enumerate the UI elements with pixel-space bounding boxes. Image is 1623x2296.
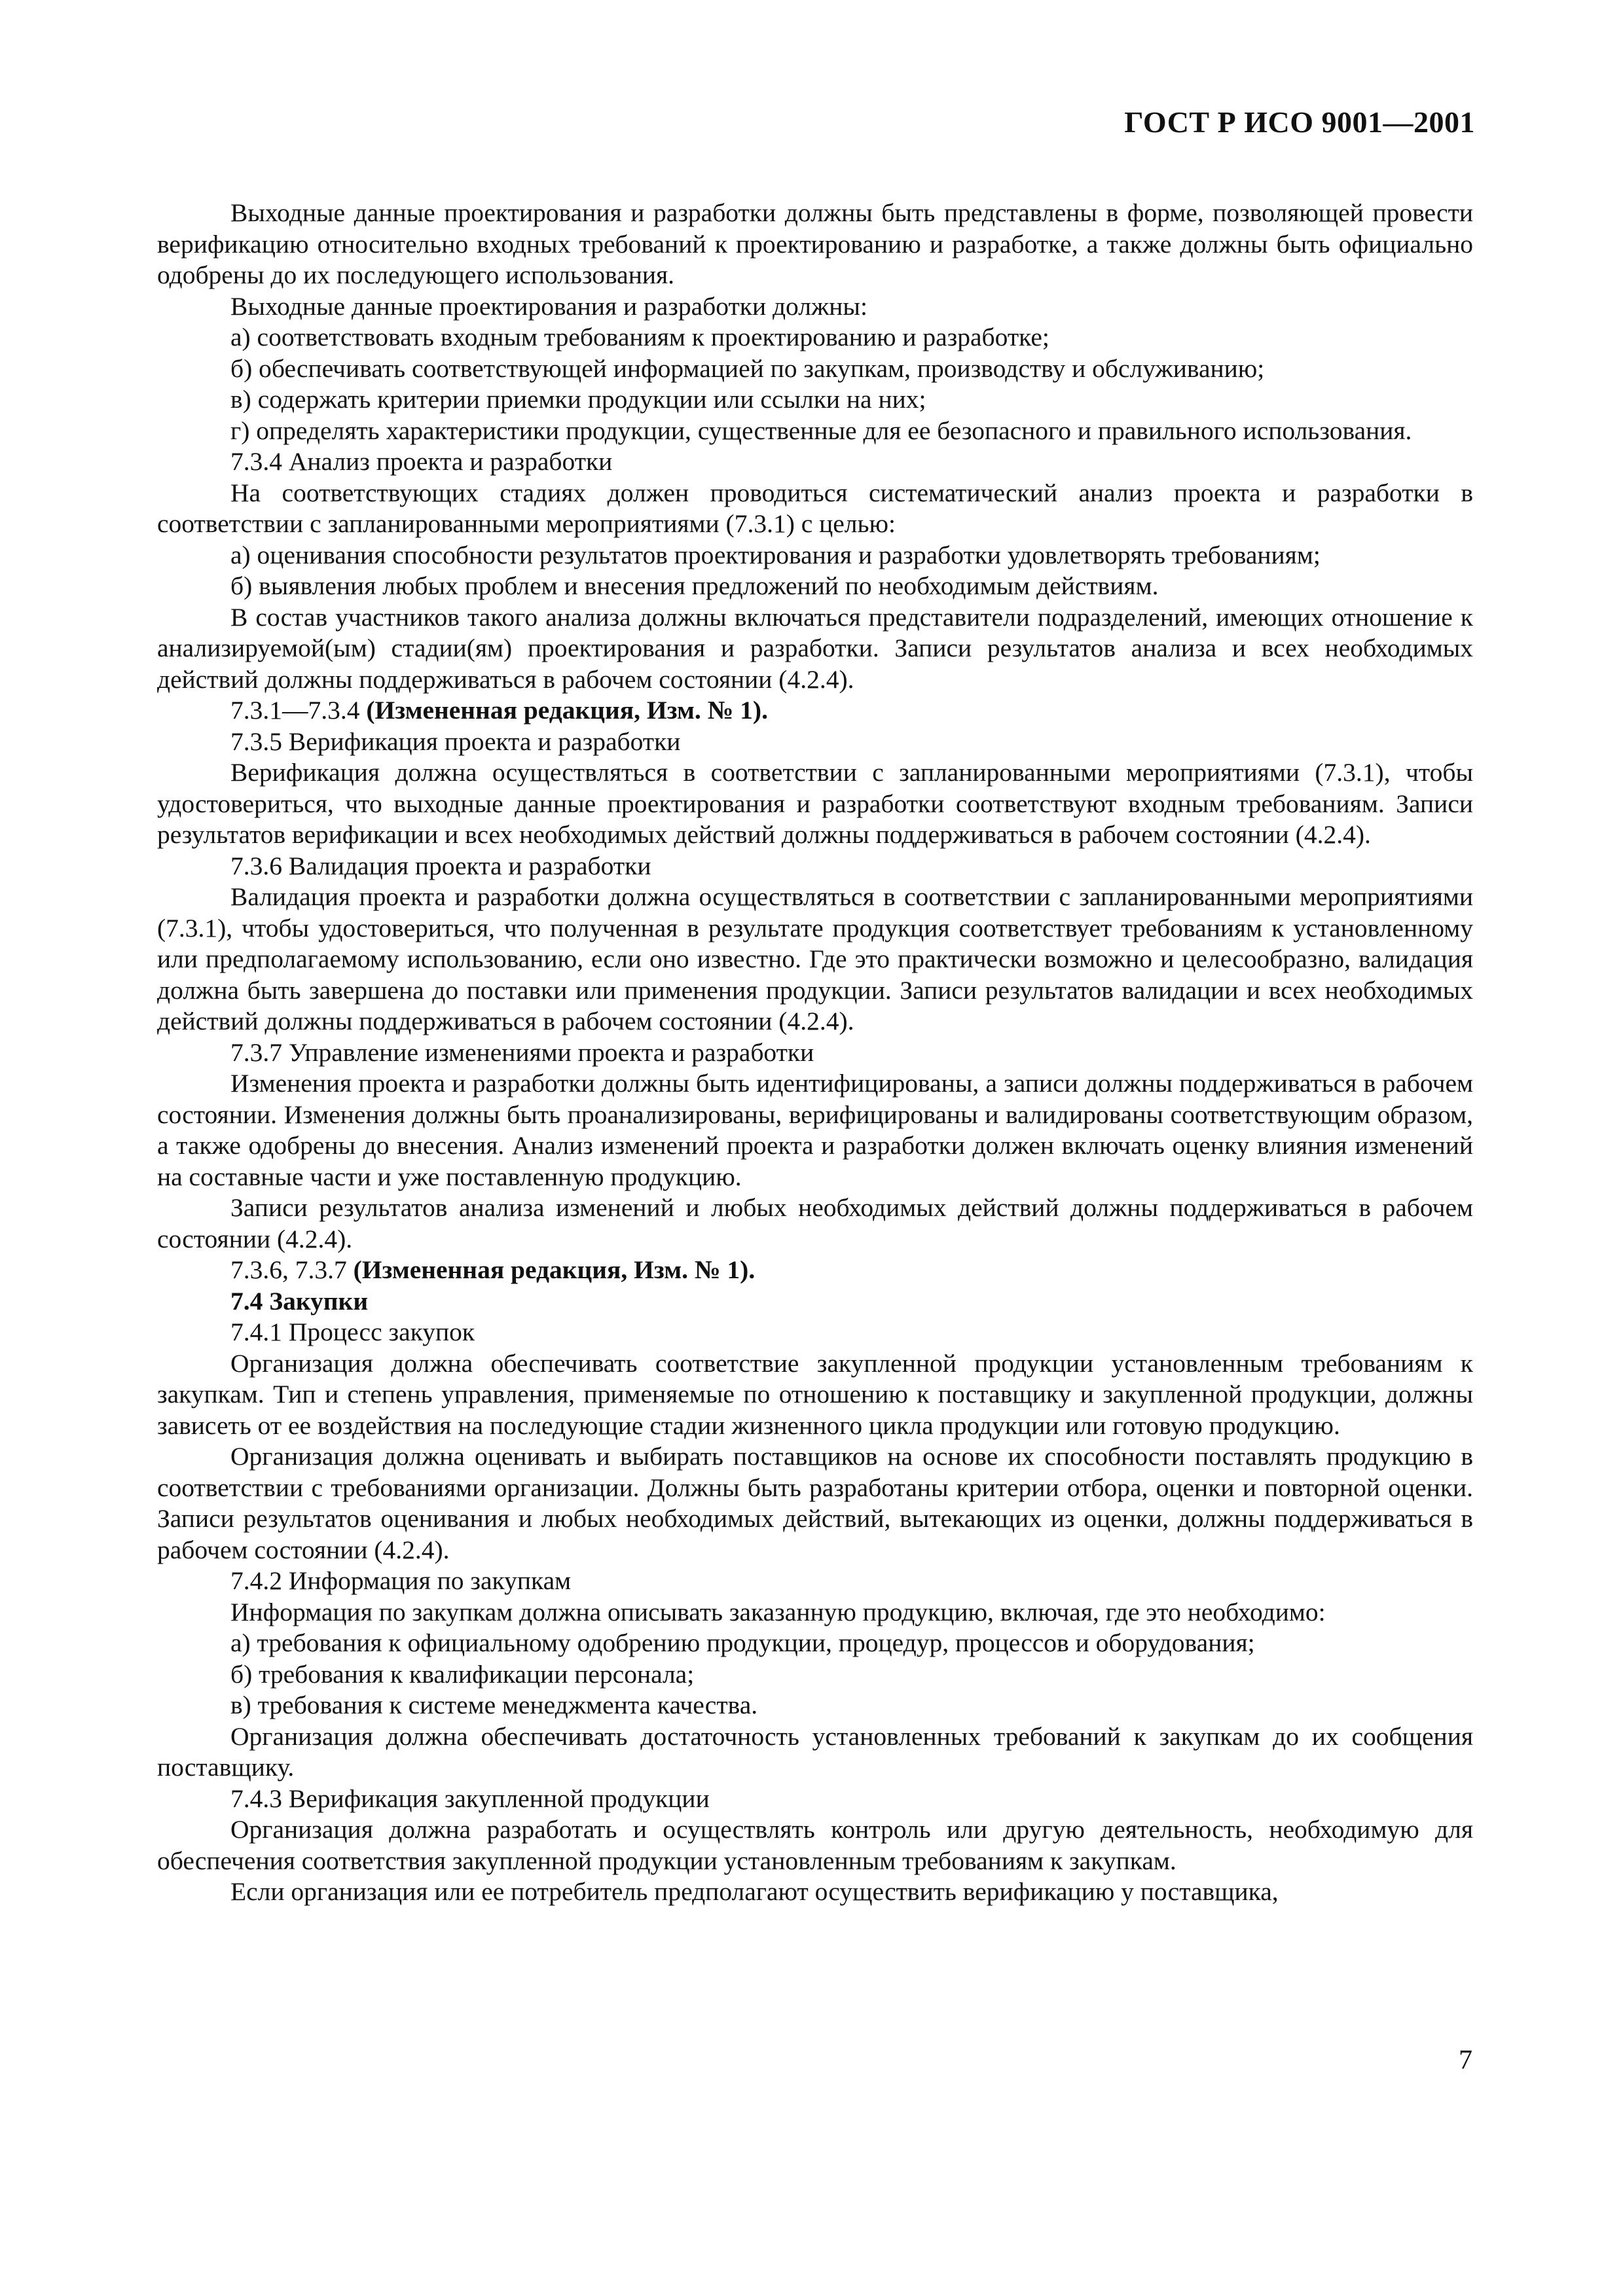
clause-heading: 7.4.1 Процесс закупок	[230, 1318, 475, 1346]
document-body	[157, 198, 1473, 1908]
amendment-ref: 7.3.6, 7.3.7	[230, 1255, 347, 1284]
page-number: 7	[1459, 2045, 1472, 2075]
paragraph: Валидация проекта и разработки должна осуществляться в соответствии с запланированными мероприятиями (7.3.1), чтобы удостовериться, что полученная в результате продукция соответствует требованиям к установленному или предполагаемому использованию, если оно известно. Где это практически возможно и целесообразно, валидация должна быть завершена до поставки или применения продукции. Записи результатов валидации и всех необходимых действий должны поддерживаться в рабочем состоянии (4.2.4).	[157, 882, 1473, 1035]
paragraph: На соответствующих стадиях должен проводиться систематический анализ проекта и разработки в соответствии с запланированными мероприятиями (7.3.1) с целью:	[157, 478, 1473, 538]
list-item: б) выявления любых проблем и внесения предложений по необходимым действиям.	[230, 571, 1159, 600]
list-item: в) содержать критерии приемки продукции или ссылки на них;	[230, 385, 926, 414]
paragraph: Организация должна обеспечивать соответствие закупленной продукции установленным требованиям к закупкам. Тип и степень управления, применяемые по отношению к поставщику и закупленной продукции, должны зависеть от ее воздействия на последующие стадии жизненного цикла продукции или готовую продукцию.	[157, 1348, 1473, 1440]
list-item: г) определять характеристики продукции, существенные для ее безопасного и правильного использования.	[230, 416, 1412, 445]
paragraph: Верификация должна осуществляться в соответствии с запланированными мероприятиями (7.3.1), чтобы удостовериться, что выходные данные проектирования и разработки соответствуют входным требованиям. Записи результатов верификации и всех необходимых действий должны поддерживаться в рабочем состоянии (4.2.4).	[157, 758, 1473, 849]
paragraph: Выходные данные проектирования и разработки должны:	[230, 291, 867, 321]
paragraph: Если организация или ее потребитель предполагают осуществить верификацию у поставщика,	[230, 1877, 1279, 1906]
clause-heading: 7.3.7 Управление изменениями проекта и разработки	[230, 1037, 814, 1067]
list-item: а) требования к официальному одобрению продукции, процедур, процессов и оборудования;	[230, 1628, 1255, 1657]
amendment-text: (Измененная редакция, Изм. № 1).	[353, 1255, 756, 1284]
clause-heading: 7.3.4 Анализ проекта и разработки	[230, 447, 613, 476]
amendment-ref: 7.3.1—7.3.4	[230, 696, 360, 725]
list-item: а) оценивания способности результатов проектирования и разработки удовлетворять требованиям;	[230, 540, 1321, 569]
clause-heading: 7.3.5 Верификация проекта и разработки	[230, 726, 681, 756]
section-title	[157, 1286, 1473, 1318]
list-item: б) требования к квалификации персонала;	[230, 1659, 695, 1689]
paragraph: Организация должна обеспечивать достаточность установленных требований к закупкам до их сообщения поставщику.	[157, 1721, 1473, 1782]
list-item: а) соответствовать входным требованиям к проектированию и разработке;	[230, 323, 1049, 351]
paragraph: Выходные данные проектирования и разработки должны быть представлены в форме, позволяющей провести верификацию относительно входных требований к проектированию и разработке, а также должны быть официально одобрены до их последующего использования.	[157, 198, 1473, 289]
list-item: в) требования к системе менеджмента качества.	[230, 1691, 758, 1719]
document-code-header: ГОСТ Р ИСО 9001—2001	[1124, 105, 1475, 139]
paragraph: Организация должна разработать и осуществлять контроль или другую деятельность, необходимую для обеспечения соответствия закупленной продукции установленным требованиям к закупкам.	[157, 1815, 1473, 1875]
clause-heading: 7.3.6 Валидация проекта и разработки	[230, 851, 651, 880]
section-title-text: 7.4 Закупки	[230, 1286, 369, 1316]
clause-heading: 7.4.2 Информация по закупкам	[230, 1566, 572, 1595]
list-item: б) обеспечивать соответствующей информацией по закупкам, производству и обслуживанию;	[230, 353, 1265, 383]
amendment-text: (Измененная редакция, Изм. № 1).	[366, 696, 768, 725]
paragraph: Записи результатов анализа изменений и любых необходимых действий должны поддерживаться в рабочем состоянии (4.2.4).	[157, 1193, 1473, 1253]
clause-heading: 7.4.3 Верификация закупленной продукции	[230, 1784, 710, 1813]
paragraph: Организация должна оценивать и выбирать поставщиков на основе их способности поставлять продукцию в соответствии с требованиями организации. Должны быть разработаны критерии отбора, оценки и повторной оценки. Записи результатов оценивания и любых необходимых действий, вытекающих из оценки, должны поддерживаться в рабочем состоянии (4.2.4).	[157, 1442, 1473, 1564]
paragraph: В состав участников такого анализа должны включаться представители подразделений, имеющих отношение к анализируемой(ым) стадии(ям) проектирования и разработки. Записи результатов анализа и всех необходимых действий должны поддерживаться в рабочем состоянии (4.2.4).	[157, 602, 1473, 694]
paragraph: Информация по закупкам должна описывать заказанную продукцию, включая, где это необходимо:	[230, 1597, 1326, 1626]
amendment-note	[157, 695, 1473, 726]
amendment-note	[157, 1255, 1473, 1286]
paragraph: Изменения проекта и разработки должны быть идентифицированы, а записи должны поддерживаться в рабочем состоянии. Изменения должны быть проанализированы, верифицированы и валидированы соответствующим образом, а также одобрены до внесения. Анализ изменений проекта и разработки должен включать оценку влияния изменений на составные части и уже поставленную продукцию.	[157, 1069, 1473, 1191]
